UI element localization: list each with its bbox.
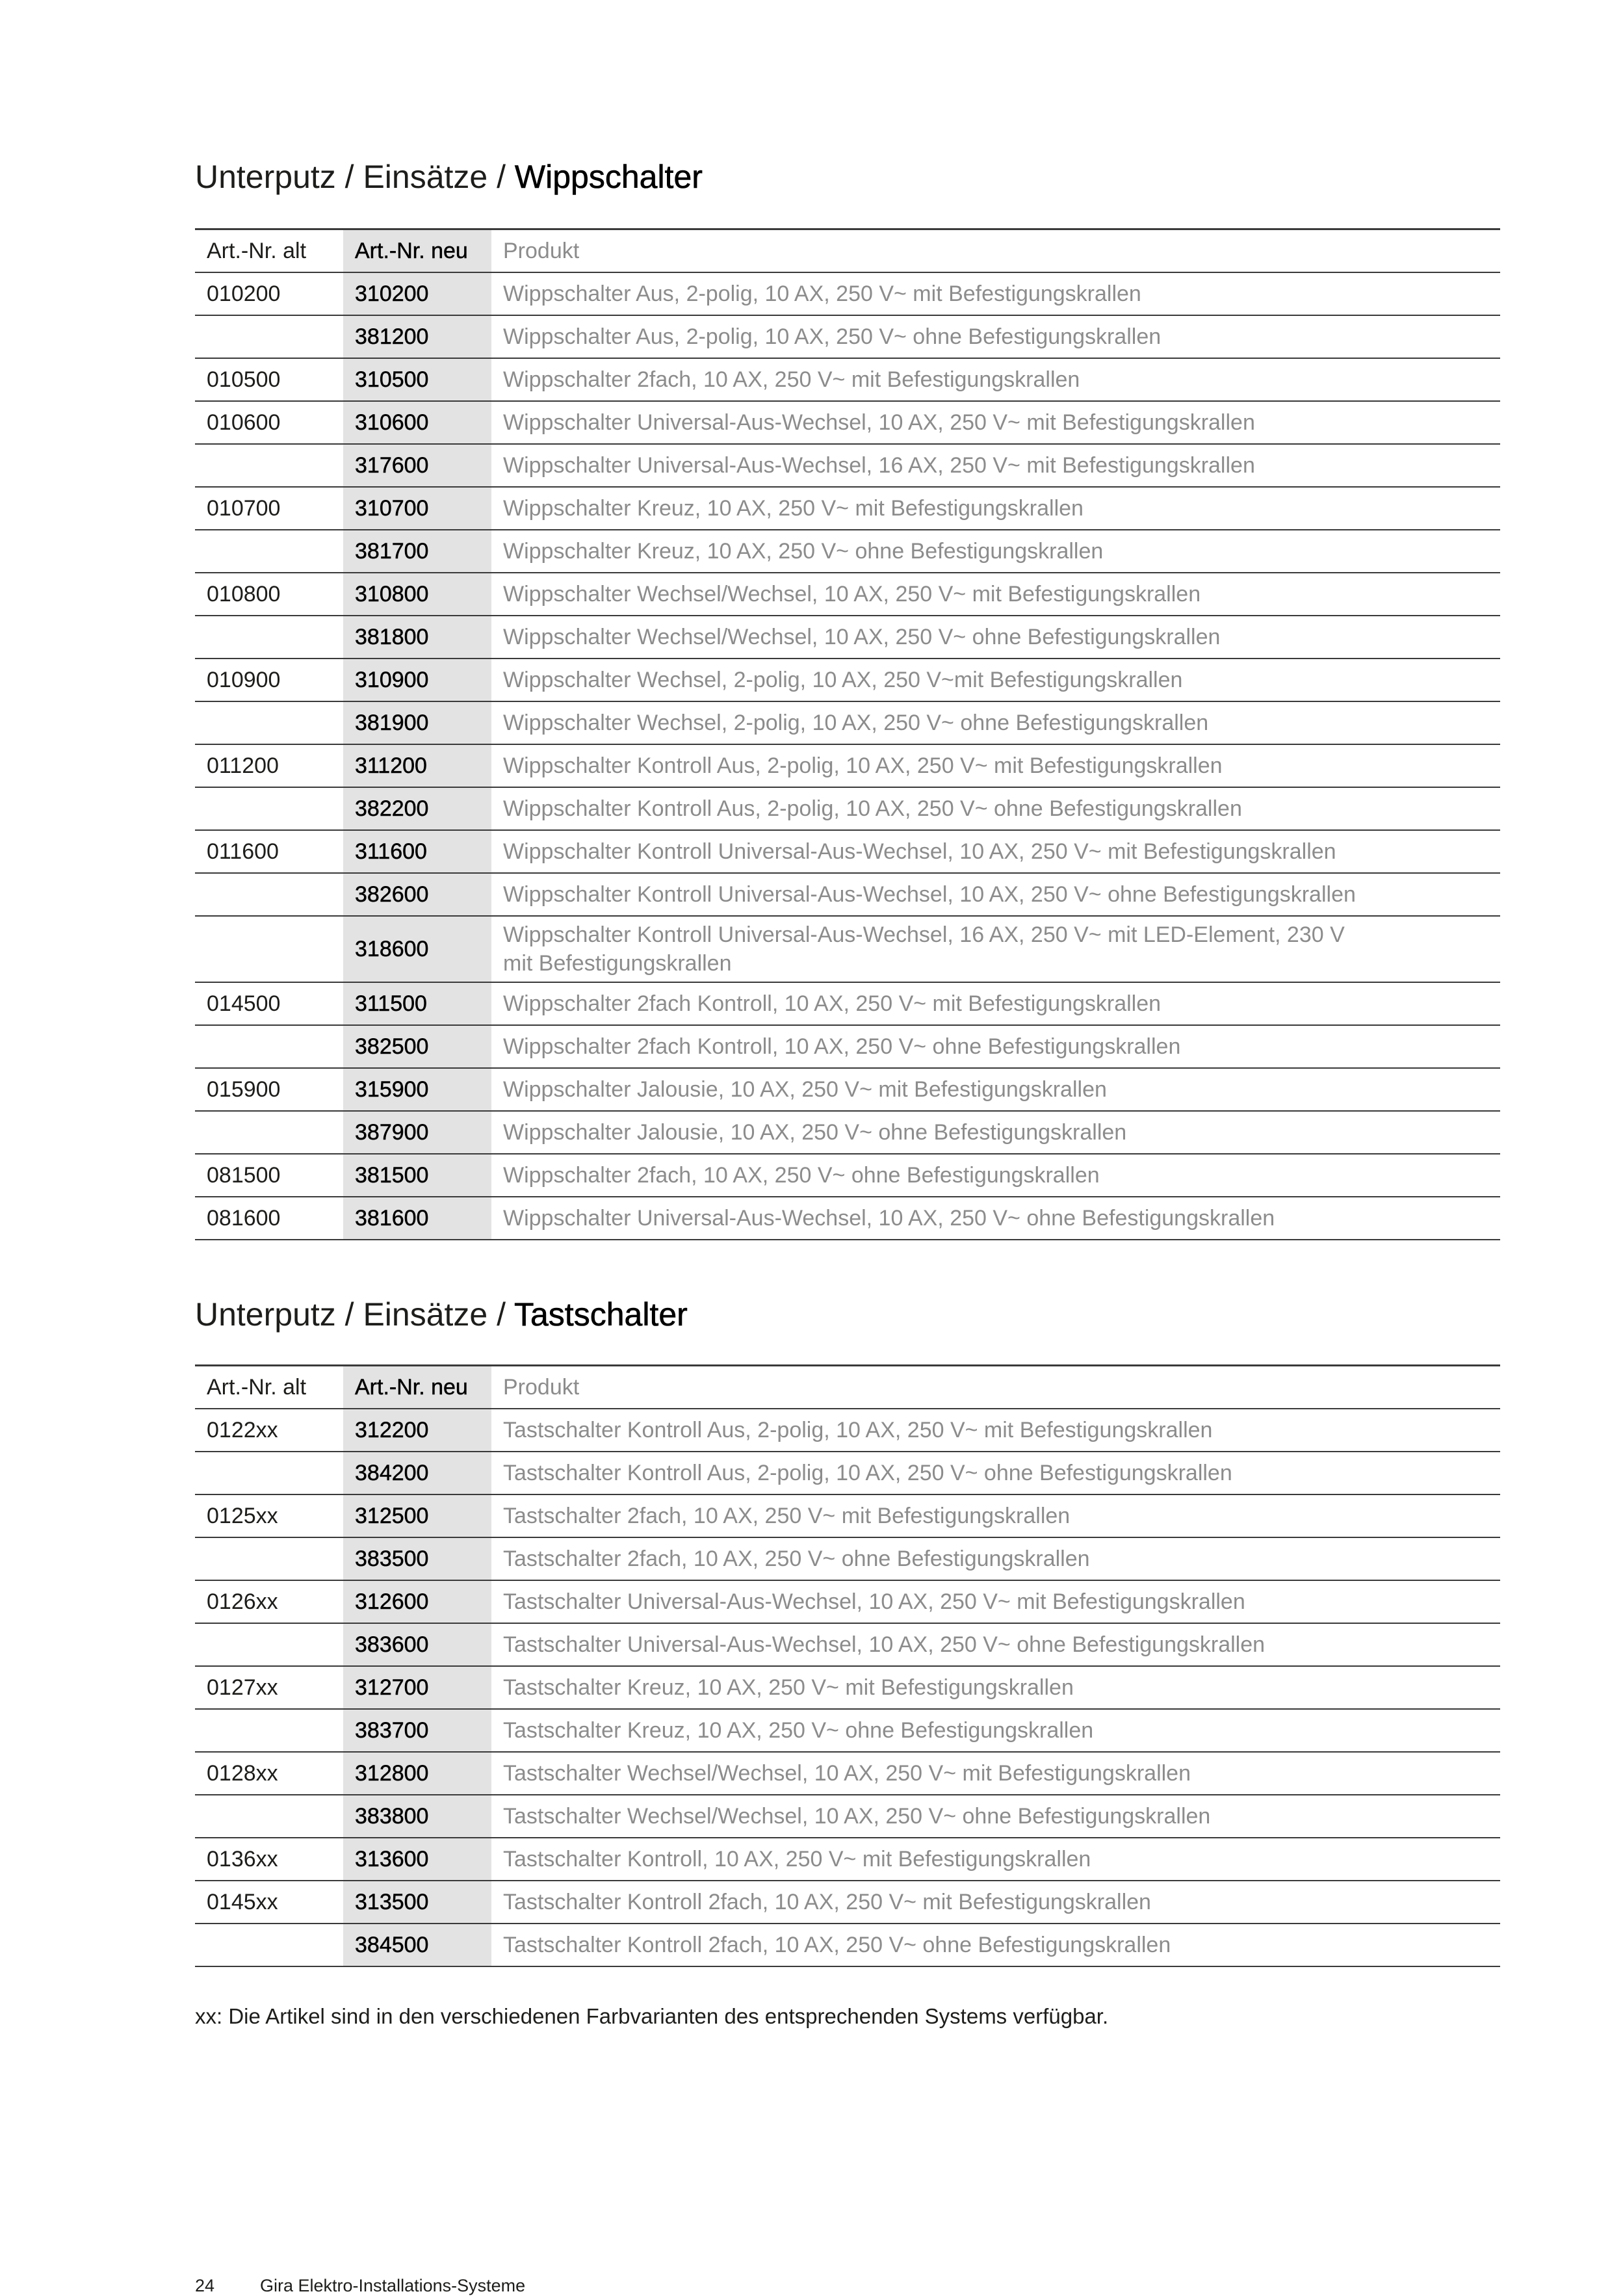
table-row	[195, 701, 1500, 744]
cell-produkt: Wippschalter Universal-Aus-Wechsel, 10 AX, 250 V~ ohne Befestigungskrallen	[491, 1197, 1500, 1240]
cell-produkt: Wippschalter Kontroll Universal-Aus-Wechsel, 16 AX, 250 V~ mit LED-Element, 230 V mit Befestigungskrallen	[491, 916, 1500, 982]
cell-art-nr-neu: 318600	[343, 916, 491, 982]
cell-art-nr-neu: 310800	[343, 573, 491, 616]
section-wippschalter	[195, 157, 1500, 1240]
cell-produkt: Tastschalter Kreuz, 10 AX, 250 V~ ohne Befestigungskrallen	[491, 1709, 1500, 1752]
cell-produkt: Tastschalter Kontroll 2fach, 10 AX, 250 V~ ohne Befestigungskrallen	[491, 1924, 1500, 1966]
table-row	[195, 315, 1500, 358]
cell-art-nr-neu: 383500	[343, 1537, 491, 1580]
table-row	[195, 358, 1500, 401]
table-row	[195, 1580, 1500, 1623]
cell-produkt: Wippschalter Kontroll Universal-Aus-Wechsel, 10 AX, 250 V~ ohne Befestigungskrallen	[491, 873, 1500, 916]
header-art-nr-neu: Art.-Nr. neu	[343, 229, 491, 273]
cell-produkt: Wippschalter Wechsel/Wechsel, 10 AX, 250 V~ ohne Befestigungskrallen	[491, 616, 1500, 659]
cell-art-nr-alt	[195, 1623, 343, 1666]
table-row	[195, 1795, 1500, 1838]
cell-produkt: Tastschalter Wechsel/Wechsel, 10 AX, 250 V~ ohne Befestigungskrallen	[491, 1795, 1500, 1838]
table-row	[195, 1623, 1500, 1666]
cell-produkt: Wippschalter Kreuz, 10 AX, 250 V~ ohne Befestigungskrallen	[491, 530, 1500, 573]
cell-produkt: Wippschalter Jalousie, 10 AX, 250 V~ ohne Befestigungskrallen	[491, 1111, 1500, 1154]
cell-art-nr-alt	[195, 787, 343, 830]
cell-produkt: Wippschalter 2fach Kontroll, 10 AX, 250 V~ ohne Befestigungskrallen	[491, 1025, 1500, 1068]
table-row	[195, 616, 1500, 659]
header-produkt: Produkt	[491, 1366, 1500, 1409]
cell-art-nr-neu: 310500	[343, 358, 491, 401]
cell-art-nr-alt	[195, 530, 343, 573]
cell-art-nr-neu: 383600	[343, 1623, 491, 1666]
cell-art-nr-alt	[195, 444, 343, 487]
cell-art-nr-neu: 312700	[343, 1666, 491, 1709]
cell-produkt: Wippschalter Universal-Aus-Wechsel, 10 AX, 250 V~ mit Befestigungskrallen	[491, 401, 1500, 444]
cell-produkt: Wippschalter Jalousie, 10 AX, 250 V~ mit Befestigungskrallen	[491, 1068, 1500, 1111]
cell-art-nr-alt: 0122xx	[195, 1409, 343, 1452]
table-row	[195, 787, 1500, 830]
cell-produkt: Wippschalter Wechsel, 2-polig, 10 AX, 250 V~ ohne Befestigungskrallen	[491, 701, 1500, 744]
cell-art-nr-neu: 381500	[343, 1154, 491, 1197]
cell-art-nr-alt: 014500	[195, 982, 343, 1025]
cell-produkt: Tastschalter Kreuz, 10 AX, 250 V~ mit Befestigungskrallen	[491, 1666, 1500, 1709]
table-row	[195, 1197, 1500, 1240]
cell-art-nr-alt	[195, 1025, 343, 1068]
cell-art-nr-alt: 0128xx	[195, 1752, 343, 1795]
section-title	[195, 1295, 1500, 1334]
table-body	[195, 272, 1500, 1240]
product-table	[195, 228, 1500, 1240]
cell-produkt: Tastschalter Kontroll Aus, 2-polig, 10 AX, 250 V~ ohne Befestigungskrallen	[491, 1452, 1500, 1494]
table-header-row	[195, 229, 1500, 273]
table-row	[195, 830, 1500, 873]
cell-art-nr-neu: 383700	[343, 1709, 491, 1752]
cell-art-nr-neu: 311200	[343, 744, 491, 787]
cell-art-nr-neu: 312200	[343, 1409, 491, 1452]
cell-art-nr-neu: 382200	[343, 787, 491, 830]
cell-produkt: Wippschalter Kontroll Aus, 2-polig, 10 AX, 250 V~ ohne Befestigungskrallen	[491, 787, 1500, 830]
table-row	[195, 401, 1500, 444]
cell-art-nr-alt	[195, 916, 343, 982]
cell-art-nr-neu: 312500	[343, 1494, 491, 1537]
table-row	[195, 487, 1500, 530]
cell-art-nr-neu: 381600	[343, 1197, 491, 1240]
cell-art-nr-neu: 310900	[343, 659, 491, 701]
cell-produkt: Wippschalter Kreuz, 10 AX, 250 V~ mit Befestigungskrallen	[491, 487, 1500, 530]
table-row	[195, 1881, 1500, 1924]
cell-art-nr-alt: 0125xx	[195, 1494, 343, 1537]
cell-produkt: Tastschalter Wechsel/Wechsel, 10 AX, 250 V~ mit Befestigungskrallen	[491, 1752, 1500, 1795]
cell-produkt: Wippschalter 2fach, 10 AX, 250 V~ mit Befestigungskrallen	[491, 358, 1500, 401]
cell-art-nr-neu: 311500	[343, 982, 491, 1025]
cell-produkt: Wippschalter 2fach, 10 AX, 250 V~ ohne Befestigungskrallen	[491, 1154, 1500, 1197]
footnote: xx: Die Artikel sind in den verschiedenen Farbvarianten des entsprechenden Systems verfügbar.	[195, 2004, 1109, 2028]
section-title-bold: Wippschalter	[514, 159, 703, 195]
table-row	[195, 444, 1500, 487]
cell-art-nr-neu: 310700	[343, 487, 491, 530]
table-row	[195, 530, 1500, 573]
section-title	[195, 157, 1500, 196]
table-row	[195, 982, 1500, 1025]
cell-produkt: Tastschalter Kontroll Aus, 2-polig, 10 AX, 250 V~ mit Befestigungskrallen	[491, 1409, 1500, 1452]
cell-art-nr-neu: 383800	[343, 1795, 491, 1838]
cell-art-nr-alt	[195, 315, 343, 358]
cell-art-nr-neu: 311600	[343, 830, 491, 873]
table-row	[195, 916, 1500, 982]
cell-produkt: Tastschalter Universal-Aus-Wechsel, 10 AX, 250 V~ mit Befestigungskrallen	[491, 1580, 1500, 1623]
cell-art-nr-neu: 310600	[343, 401, 491, 444]
cell-art-nr-alt	[195, 616, 343, 659]
table-row	[195, 1709, 1500, 1752]
table-row	[195, 1666, 1500, 1709]
table-row	[195, 1838, 1500, 1881]
cell-art-nr-alt	[195, 1452, 343, 1494]
cell-produkt: Wippschalter Aus, 2-polig, 10 AX, 250 V~ mit Befestigungskrallen	[491, 272, 1500, 315]
cell-art-nr-alt: 0145xx	[195, 1881, 343, 1924]
table-row	[195, 1111, 1500, 1154]
cell-art-nr-alt: 011600	[195, 830, 343, 873]
cell-art-nr-alt	[195, 1111, 343, 1154]
table-row	[195, 272, 1500, 315]
cell-art-nr-neu: 310200	[343, 272, 491, 315]
cell-produkt: Tastschalter 2fach, 10 AX, 250 V~ ohne Befestigungskrallen	[491, 1537, 1500, 1580]
cell-art-nr-neu: 381200	[343, 315, 491, 358]
cell-art-nr-alt: 081500	[195, 1154, 343, 1197]
cell-art-nr-alt: 010600	[195, 401, 343, 444]
cell-art-nr-alt: 010800	[195, 573, 343, 616]
table-row	[195, 1537, 1500, 1580]
cell-art-nr-neu: 313500	[343, 1881, 491, 1924]
table-header-row	[195, 1366, 1500, 1409]
cell-art-nr-alt: 081600	[195, 1197, 343, 1240]
cell-art-nr-neu: 381800	[343, 616, 491, 659]
cell-art-nr-neu: 312800	[343, 1752, 491, 1795]
cell-art-nr-neu: 312600	[343, 1580, 491, 1623]
cell-art-nr-alt: 011200	[195, 744, 343, 787]
cell-art-nr-neu: 381700	[343, 530, 491, 573]
cell-art-nr-alt: 010700	[195, 487, 343, 530]
table-row	[195, 1409, 1500, 1452]
cell-art-nr-neu: 317600	[343, 444, 491, 487]
cell-art-nr-neu: 382500	[343, 1025, 491, 1068]
cell-art-nr-neu: 387900	[343, 1111, 491, 1154]
cell-art-nr-alt	[195, 701, 343, 744]
section-title-prefix: Unterputz / Einsätze /	[195, 159, 515, 195]
cell-art-nr-alt	[195, 1709, 343, 1752]
cell-produkt: Wippschalter Aus, 2-polig, 10 AX, 250 V~ ohne Befestigungskrallen	[491, 315, 1500, 358]
table-row	[195, 744, 1500, 787]
cell-art-nr-neu: 313600	[343, 1838, 491, 1881]
cell-produkt: Tastschalter Kontroll, 10 AX, 250 V~ mit Befestigungskrallen	[491, 1838, 1500, 1881]
table-row	[195, 1068, 1500, 1111]
table-body	[195, 1409, 1500, 1966]
cell-art-nr-alt: 010200	[195, 272, 343, 315]
cell-art-nr-neu: 381900	[343, 701, 491, 744]
cell-art-nr-neu: 384500	[343, 1924, 491, 1966]
cell-produkt: Wippschalter Wechsel/Wechsel, 10 AX, 250 V~ mit Befestigungskrallen	[491, 573, 1500, 616]
product-table	[195, 1364, 1500, 1967]
page-footer	[195, 2275, 525, 2296]
cell-produkt: Tastschalter 2fach, 10 AX, 250 V~ mit Befestigungskrallen	[491, 1494, 1500, 1537]
cell-art-nr-alt: 015900	[195, 1068, 343, 1111]
section-title-bold: Tastschalter	[514, 1296, 688, 1333]
section-title-prefix: Unterputz / Einsätze /	[195, 1296, 514, 1333]
cell-art-nr-neu: 315900	[343, 1068, 491, 1111]
header-art-nr-neu: Art.-Nr. neu	[343, 1366, 491, 1409]
cell-art-nr-alt	[195, 1537, 343, 1580]
header-art-nr-alt: Art.-Nr. alt	[195, 1366, 343, 1409]
cell-produkt: Wippschalter 2fach Kontroll, 10 AX, 250 V~ mit Befestigungskrallen	[491, 982, 1500, 1025]
cell-art-nr-alt: 0127xx	[195, 1666, 343, 1709]
cell-produkt: Tastschalter Universal-Aus-Wechsel, 10 AX, 250 V~ ohne Befestigungskrallen	[491, 1623, 1500, 1666]
table-row	[195, 659, 1500, 701]
page-number: 24	[195, 2276, 215, 2295]
table-row	[195, 1494, 1500, 1537]
cell-produkt: Tastschalter Kontroll 2fach, 10 AX, 250 V~ mit Befestigungskrallen	[491, 1881, 1500, 1924]
cell-art-nr-alt: 010500	[195, 358, 343, 401]
cell-produkt: Wippschalter Kontroll Universal-Aus-Wechsel, 10 AX, 250 V~ mit Befestigungskrallen	[491, 830, 1500, 873]
table-row	[195, 873, 1500, 916]
table-row	[195, 573, 1500, 616]
table-row	[195, 1752, 1500, 1795]
table-row	[195, 1154, 1500, 1197]
cell-art-nr-neu: 382600	[343, 873, 491, 916]
cell-produkt: Wippschalter Wechsel, 2-polig, 10 AX, 250 V~mit Befestigungskrallen	[491, 659, 1500, 701]
publication-title: Gira Elektro-Installations-Systeme	[260, 2276, 526, 2295]
cell-art-nr-neu: 384200	[343, 1452, 491, 1494]
cell-produkt: Wippschalter Universal-Aus-Wechsel, 16 AX, 250 V~ mit Befestigungskrallen	[491, 444, 1500, 487]
cell-art-nr-alt	[195, 1795, 343, 1838]
header-produkt: Produkt	[491, 229, 1500, 273]
cell-art-nr-alt	[195, 1924, 343, 1966]
cell-art-nr-alt: 010900	[195, 659, 343, 701]
cell-art-nr-alt	[195, 873, 343, 916]
table-row	[195, 1924, 1500, 1966]
table-row	[195, 1025, 1500, 1068]
header-art-nr-alt: Art.-Nr. alt	[195, 229, 343, 273]
cell-produkt: Wippschalter Kontroll Aus, 2-polig, 10 AX, 250 V~ mit Befestigungskrallen	[491, 744, 1500, 787]
table-row	[195, 1452, 1500, 1494]
cell-art-nr-alt: 0126xx	[195, 1580, 343, 1623]
section-tastschalter	[195, 1295, 1500, 1967]
cell-art-nr-alt: 0136xx	[195, 1838, 343, 1881]
